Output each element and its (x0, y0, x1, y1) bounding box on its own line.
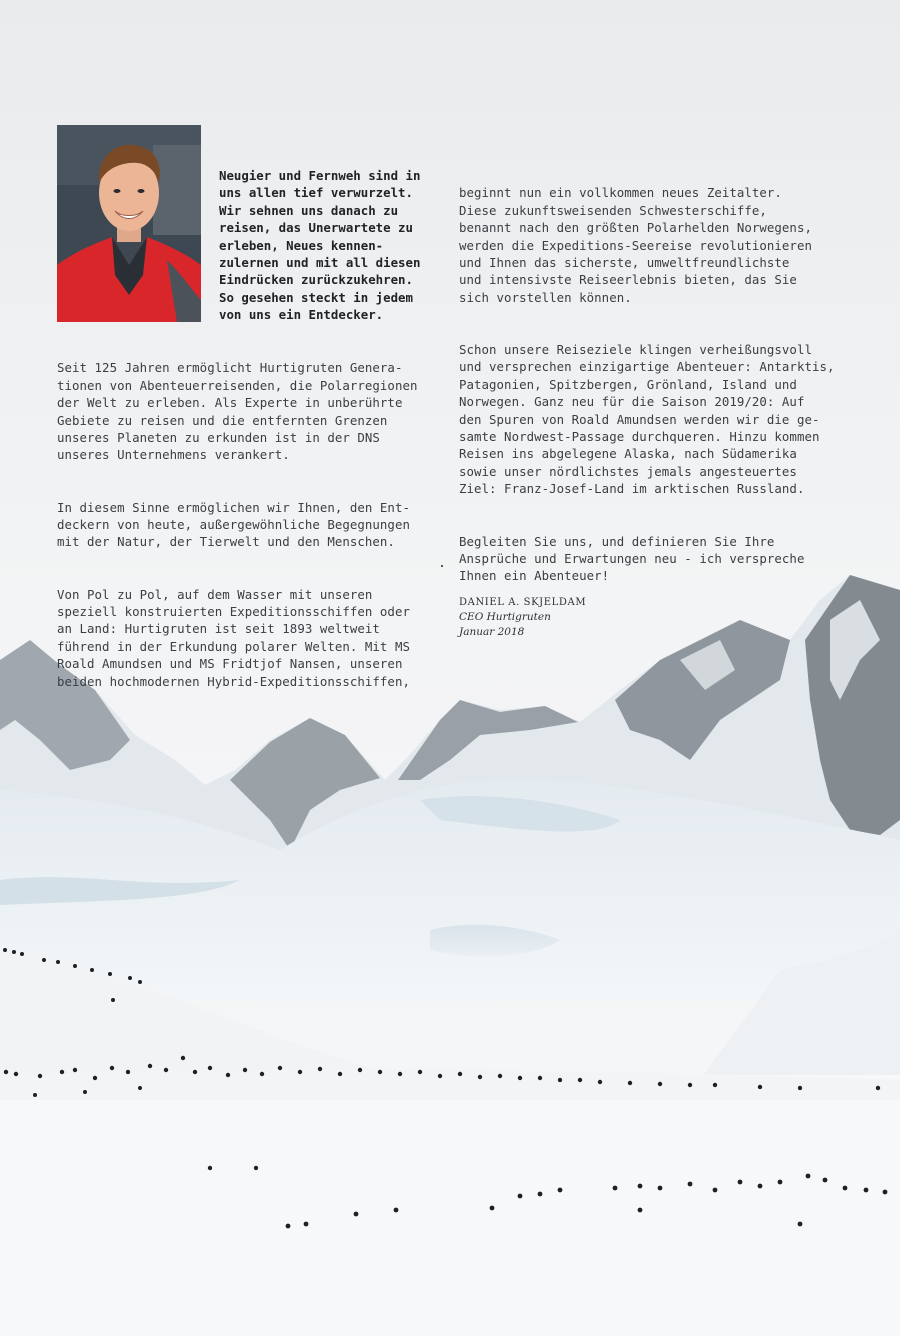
paragraph-pole-to-pole: Von Pol zu Pol, auf dem Wasser mit unseren speziell konstruierten Expeditionsschiffen oder an Land: Hurtigruten ist seit 1893 weltweit führend in der Erkundung polarer Welten. Mit MS Roald Amundsen und MS Fridtjof Nansen, unseren beiden hochmodernen Hybrid-Expeditionsschiffen, (57, 586, 410, 689)
paragraph-invitation: Begleiten Sie uns, und definieren Sie Ihre Ansprüche und Erwartungen neu - ich verspreche Ihnen ein Abenteuer! (459, 533, 805, 584)
ceo-portrait (57, 125, 201, 322)
separator-dot (441, 565, 443, 567)
snowfield (0, 1075, 900, 1336)
signature-name: DANIEL A. SKJELDAM (459, 597, 587, 608)
paragraph-encounters: In diesem Sinne ermöglichen wir Ihnen, den Ent- deckern von heute, außergewöhnliche Begegnungen mit der Natur, der Tierwelt und den Menschen. (57, 499, 410, 550)
signature-role: CEO Hurtigruten (459, 611, 551, 623)
signature-block (459, 595, 586, 640)
lead-paragraph: Neugier und Fernweh sind in uns allen tief verwurzelt. Wir sehnen uns danach zu reisen, das Unerwartete zu erleben, Neues kennen- zulernen und mit all diesen Eindrücken zurückzukehren. So gesehen steckt in jedem von uns ein Entdecker. (219, 168, 421, 323)
paragraph-heritage: Seit 125 Jahren ermöglicht Hurtigruten Genera- tionen von Abenteuerreisenden, die Polarregionen der Welt zu erleben. Als Experte in unberührte Gebiete zu reisen und die entfernten Grenzen unseres Planeten zu erkunden ist in der DNS unseres Unternehmens verankert. (57, 360, 418, 463)
right-column (459, 167, 839, 620)
paragraph-new-era: beginnt nun ein vollkommen neues Zeitalter. Diese zukunftsweisenden Schwesterschiffe, benannt nach den größten Polarhelden Norwegens, werden die Expeditions-Seereise revolutionieren und Ihnen das sicherste, umweltfreundlichste und intensivste Reiseerlebnis bieten, das Sie sich vorstellen können. (459, 185, 812, 305)
paragraph-destinations: Schon unsere Reiseziele klingen verheißungsvoll und versprechen einzigartige Abenteuer: Antarktis, Patagonien, Spitzbergen, Grönland, Island und Norwegen. Ganz neu für die Saison 2019/20: Auf den Spuren von Roald Amundsen werden wir die ge- samte Nordwest-Passage durchqueren. Hinzu kommen Reisen ins abgelegene Alaska, nach Südamerika sowie unser nördlichstes jemals angesteuertes Ziel: Franz-Josef-Land im arktischen Russland. (459, 342, 835, 497)
signature-date: Januar 2018 (459, 626, 525, 638)
left-column (57, 342, 447, 725)
